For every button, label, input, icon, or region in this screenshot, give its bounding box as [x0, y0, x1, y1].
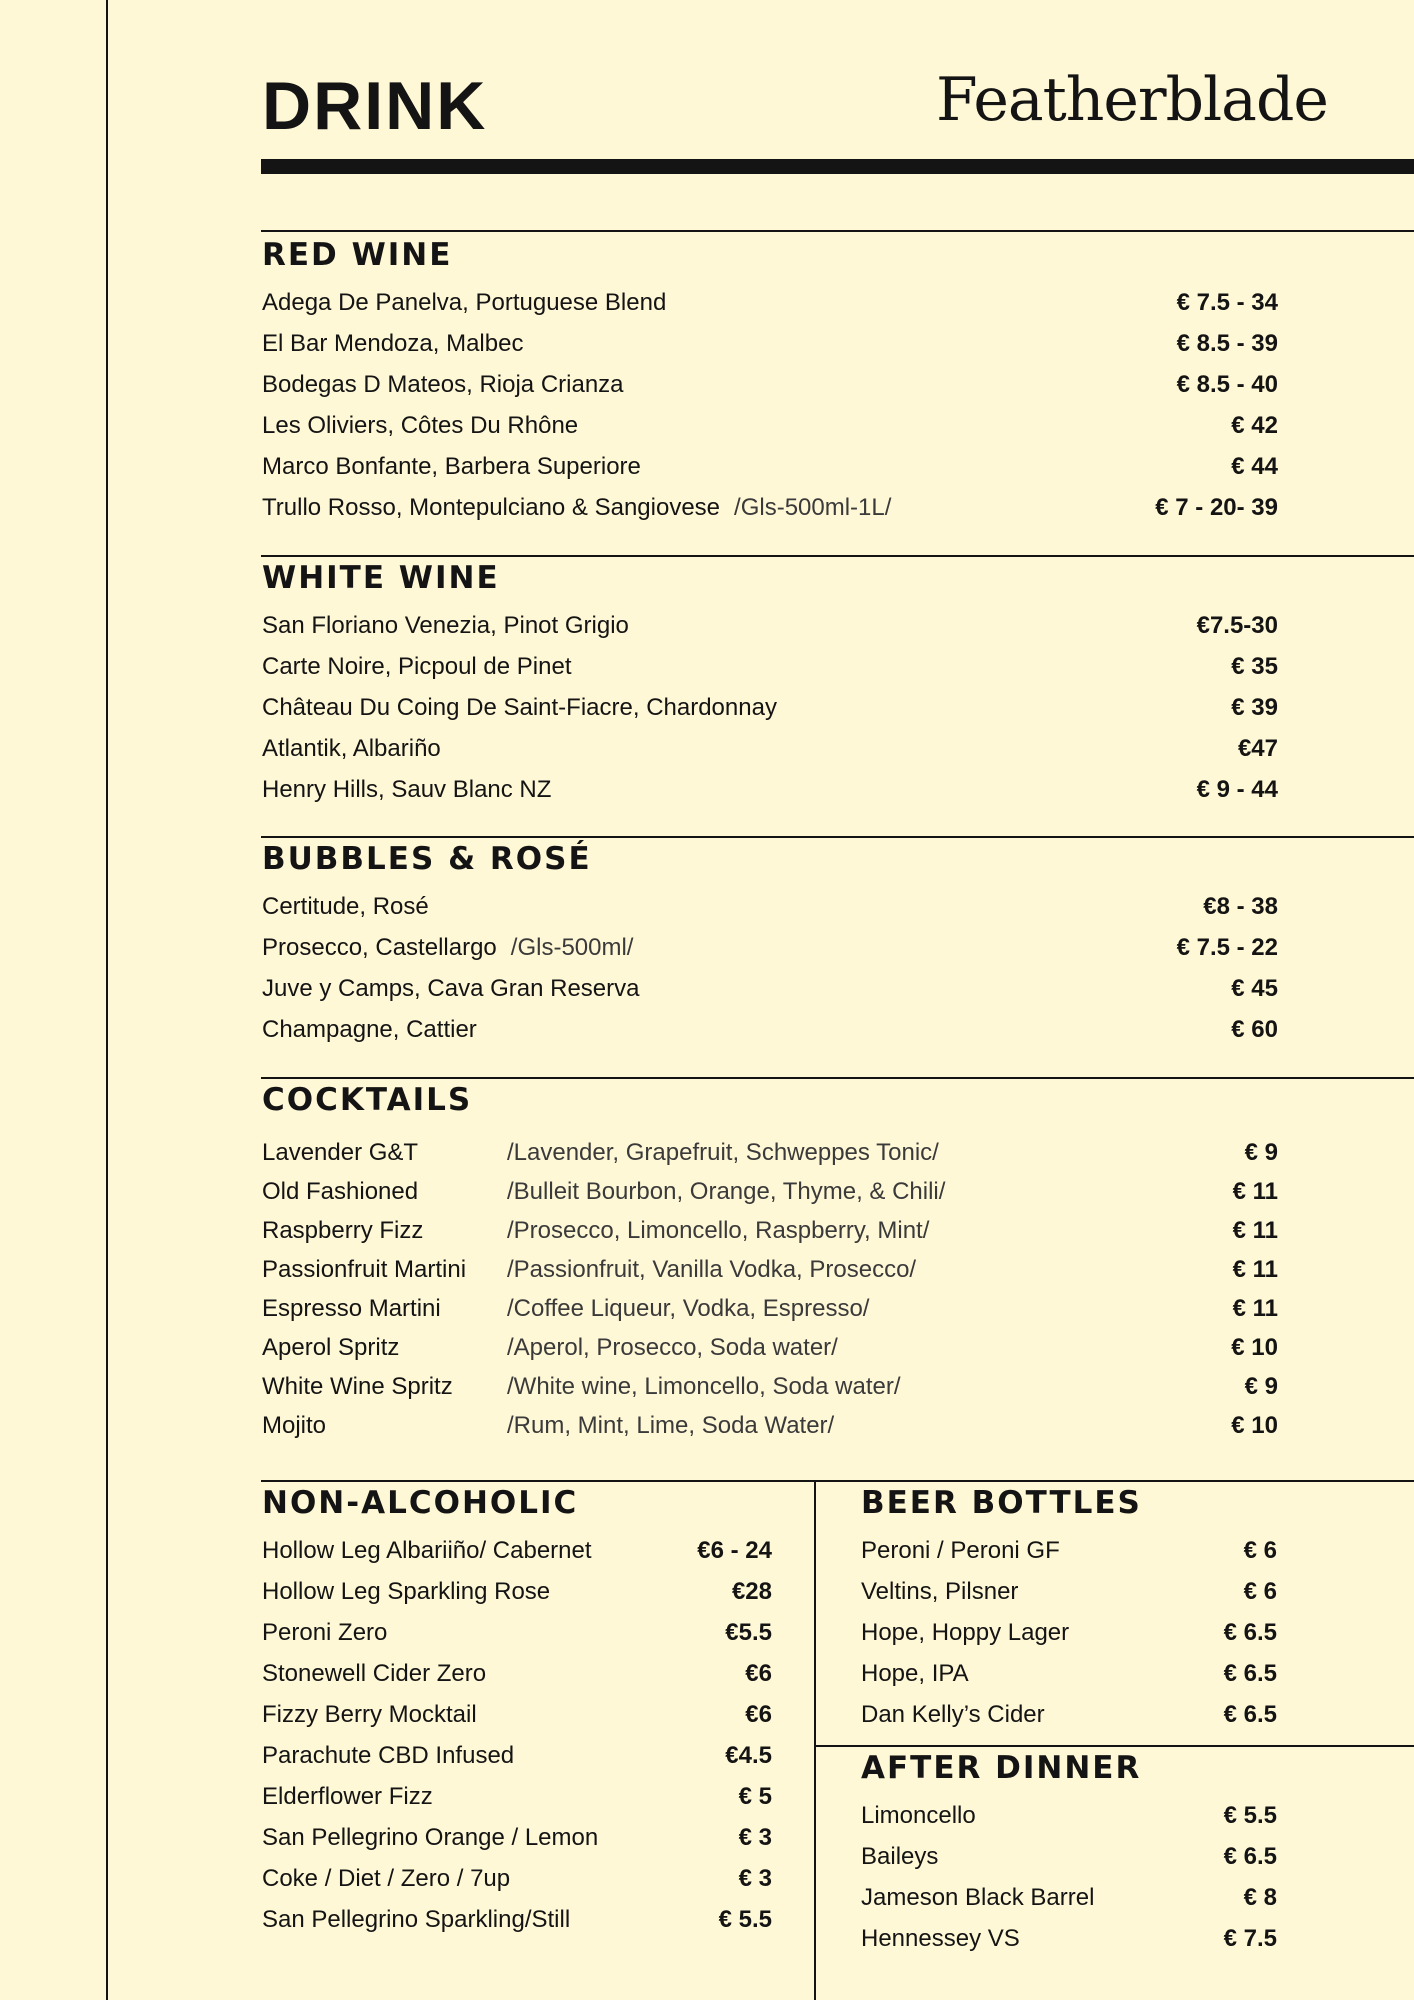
item-price: € 42 [1231, 412, 1278, 439]
non-alcoholic-heading: NON-ALCOHOLIC [262, 1485, 579, 1521]
bubbles-list [262, 886, 1278, 1050]
menu-item [262, 1858, 772, 1899]
item-name [262, 769, 551, 810]
item-name-text: Raspberry Fizz [262, 1217, 424, 1244]
item-name-text: Trullo Rosso, Montepulciano & Sangiovese [262, 494, 721, 521]
item-serving-note: /Gls-500ml/ [510, 934, 634, 961]
item-description: /White wine, Limoncello, Soda water/ [507, 1373, 901, 1400]
item-name-text: Peroni / Peroni GF [861, 1537, 1060, 1564]
item-name [262, 687, 777, 728]
after-dinner-list [861, 1795, 1277, 1959]
item-name [262, 1571, 550, 1612]
item-name-text: Juve y Camps, Cava Gran Reserva [262, 975, 640, 1002]
red-wine-heading: RED WINE [262, 237, 453, 273]
item-name-text: Hope, IPA [861, 1660, 969, 1687]
item-price: € 11 [1232, 1178, 1278, 1205]
item-name [262, 446, 641, 487]
item-name-text: Coke / Diet / Zero / 7up [262, 1865, 511, 1892]
item-name-text: Hope, Hoppy Lager [861, 1619, 1070, 1646]
item-price: €5.5 [725, 1619, 772, 1646]
item-name-text: El Bar Mendoza, Malbec [262, 330, 524, 357]
item-name-text: Hollow Leg Sparkling Rose [262, 1578, 551, 1605]
menu-item [262, 1250, 1278, 1289]
menu-item [262, 282, 1278, 323]
item-price: €6 - 24 [697, 1537, 772, 1564]
menu-item [262, 769, 1278, 810]
item-name [861, 1530, 1060, 1571]
page-title: DRINK [262, 68, 488, 144]
item-price: € 3 [738, 1865, 772, 1892]
item-name [262, 968, 639, 1009]
item-name [262, 1009, 477, 1050]
item-name [262, 1858, 510, 1899]
menu-item [262, 323, 1278, 364]
item-name-text: Espresso Martini [262, 1295, 441, 1322]
item-price: € 60 [1231, 1016, 1278, 1043]
item-name-text: Prosecco, Castellargo [262, 934, 497, 961]
item-name-text: Baileys [861, 1843, 939, 1870]
item-price: €47 [1237, 735, 1278, 762]
item-price: € 6.5 [1223, 1619, 1277, 1646]
item-name-text: Château Du Coing De Saint-Fiacre, Chardonnay [262, 694, 777, 721]
item-name [262, 1328, 399, 1367]
item-name [262, 1776, 433, 1817]
item-name [262, 728, 441, 769]
item-name [262, 1367, 453, 1406]
item-description: /Aperol, Prosecco, Soda water/ [507, 1334, 838, 1361]
item-name [262, 1899, 570, 1940]
menu-item [861, 1530, 1277, 1571]
item-name [861, 1918, 1020, 1959]
item-description: /Coffee Liqueur, Vodka, Espresso/ [507, 1295, 870, 1322]
item-price: € 44 [1231, 453, 1278, 480]
item-serving-note: /Gls-500ml-1L/ [734, 494, 892, 521]
bubbles-section [262, 841, 1278, 1043]
item-price: € 6.5 [1223, 1843, 1277, 1870]
item-name-text: Aperol Spritz [262, 1334, 400, 1361]
item-description: /Passionfruit, Vanilla Vodka, Prosecco/ [507, 1256, 917, 1283]
menu-item [262, 1694, 772, 1735]
item-name-text: Limoncello [861, 1802, 976, 1829]
item-name-text: Lavender G&T [262, 1139, 419, 1166]
item-price: € 9 [1244, 1373, 1278, 1400]
item-name [262, 1817, 598, 1858]
item-name-text: Marco Bonfante, Barbera Superiore [262, 453, 641, 480]
item-name [262, 364, 624, 405]
bubbles-divider [261, 836, 1414, 838]
menu-item [262, 1406, 1278, 1445]
item-price: € 5.5 [1223, 1802, 1277, 1829]
menu-item [262, 886, 1278, 927]
item-price: € 7.5 [1223, 1925, 1277, 1952]
item-name [861, 1571, 1018, 1612]
item-price: € 9 [1244, 1139, 1278, 1166]
item-price: €28 [731, 1578, 772, 1605]
menu-item [861, 1571, 1277, 1612]
item-price: € 45 [1231, 975, 1278, 1002]
item-price: € 11 [1232, 1256, 1278, 1283]
menu-item [262, 1817, 772, 1858]
item-name-text: Certitude, Rosé [262, 893, 429, 920]
item-description: /Prosecco, Limoncello, Raspberry, Mint/ [507, 1217, 930, 1244]
item-name-text: Elderflower Fizz [262, 1783, 433, 1810]
menu-item [861, 1694, 1277, 1735]
item-price: € 7 - 20- 39 [1155, 494, 1278, 521]
menu-item [262, 1289, 1278, 1328]
menu-item [262, 1172, 1278, 1211]
item-name-text: San Pellegrino Orange / Lemon [262, 1824, 599, 1851]
bottom-divider [261, 1480, 1414, 1482]
item-name [262, 1211, 423, 1250]
cocktails-section [262, 1082, 1278, 1439]
menu-item [262, 605, 1278, 646]
item-price: € 8.5 - 40 [1176, 371, 1278, 398]
menu-item [262, 1367, 1278, 1406]
item-price: € 8 [1243, 1884, 1277, 1911]
item-name [861, 1694, 1045, 1735]
item-name-text: Fizzy Berry Mocktail [262, 1701, 477, 1728]
item-name [861, 1877, 1094, 1918]
item-description: /Rum, Mint, Lime, Soda Water/ [507, 1412, 835, 1439]
white-wine-section [262, 560, 1278, 803]
menu-item [262, 364, 1278, 405]
item-name-text: Adega De Panelva, Portuguese Blend [262, 289, 667, 316]
menu-item [262, 1133, 1278, 1172]
menu-item [262, 1899, 772, 1940]
red-wine-section [262, 237, 1278, 521]
after-dinner-section [861, 1750, 1277, 1952]
menu-item [861, 1795, 1277, 1836]
item-name-text: Peroni Zero [262, 1619, 388, 1646]
white-wine-list [262, 605, 1278, 810]
menu-item [861, 1918, 1277, 1959]
item-name [262, 1133, 418, 1172]
item-name-text: White Wine Spritz [262, 1373, 453, 1400]
item-price: € 8.5 - 39 [1176, 330, 1278, 357]
item-price: € 39 [1231, 694, 1278, 721]
menu-item [262, 1776, 772, 1817]
item-name-text: Mojito [262, 1412, 327, 1439]
beer-bottles-section [861, 1485, 1277, 1728]
item-name-text: Atlantik, Albariño [262, 735, 441, 762]
item-name-text: Dan Kelly’s Cider [861, 1701, 1045, 1728]
menu-item [262, 487, 1278, 528]
item-name [262, 1694, 477, 1735]
item-price: €7.5-30 [1196, 612, 1278, 639]
item-name [262, 646, 572, 687]
menu-item [861, 1612, 1277, 1653]
item-name [262, 323, 523, 364]
item-description: /Bulleit Bourbon, Orange, Thyme, & Chili/ [507, 1178, 946, 1205]
item-name-text: Parachute CBD Infused [262, 1742, 515, 1769]
menu-item [262, 1328, 1278, 1367]
item-price: €6 [745, 1701, 772, 1728]
item-name-text: Les Oliviers, Côtes Du Rhône [262, 412, 579, 439]
red-wine-divider [261, 230, 1414, 232]
menu-item [262, 927, 1278, 968]
item-name-text: Stonewell Cider Zero [262, 1660, 487, 1687]
item-price: € 7.5 - 22 [1176, 934, 1278, 961]
item-name [262, 282, 666, 323]
after-dinner-divider [814, 1745, 1414, 1747]
item-name [262, 487, 891, 528]
item-price: € 6 [1243, 1537, 1277, 1564]
item-name [262, 1735, 514, 1776]
after-dinner-heading: AFTER DINNER [861, 1750, 1142, 1786]
item-name [262, 1289, 441, 1328]
item-name-text: Hollow Leg Albariiño/ Cabernet [262, 1537, 592, 1564]
menu-item [861, 1836, 1277, 1877]
item-name [262, 927, 633, 968]
item-price: € 11 [1232, 1217, 1278, 1244]
item-name [262, 1250, 466, 1289]
item-name-text: Jameson Black Barrel [861, 1884, 1095, 1911]
beer-bottles-heading: BEER BOTTLES [861, 1485, 1142, 1521]
item-name [262, 1530, 592, 1571]
item-price: € 10 [1231, 1412, 1278, 1439]
item-name [861, 1795, 976, 1836]
item-name-text: Hennessey VS [861, 1925, 1020, 1952]
menu-item [262, 446, 1278, 487]
menu-item [262, 1530, 772, 1571]
menu-item [262, 1653, 772, 1694]
item-price: € 5 [738, 1783, 772, 1810]
item-name [861, 1836, 938, 1877]
item-name-text: Henry Hills, Sauv Blanc NZ [262, 776, 552, 803]
item-description: /Lavender, Grapefruit, Schweppes Tonic/ [507, 1139, 939, 1166]
bubbles-heading: BUBBLES & ROSÉ [262, 841, 592, 877]
item-name [262, 605, 629, 646]
item-price: € 6.5 [1223, 1660, 1277, 1687]
item-name-text: Passionfruit Martini [262, 1256, 467, 1283]
menu-item [262, 1009, 1278, 1050]
item-name [262, 1406, 326, 1445]
item-name-text: Champagne, Cattier [262, 1016, 477, 1043]
menu-item [262, 646, 1278, 687]
item-price: €4.5 [725, 1742, 772, 1769]
menu-item [262, 1612, 772, 1653]
item-price: € 3 [738, 1824, 772, 1851]
menu-item [861, 1877, 1277, 1918]
item-name-text: San Pellegrino Sparkling/Still [262, 1906, 571, 1933]
white-wine-divider [261, 555, 1414, 557]
menu-item [861, 1653, 1277, 1694]
item-name [861, 1612, 1069, 1653]
menu-item [262, 968, 1278, 1009]
beer-bottles-list [861, 1530, 1277, 1735]
item-price: € 10 [1231, 1334, 1278, 1361]
column-divider [814, 1480, 816, 2000]
item-name [262, 405, 578, 446]
item-name [262, 1172, 418, 1211]
non-alcoholic-section [262, 1485, 772, 1933]
red-wine-list [262, 282, 1278, 528]
menu-item [262, 728, 1278, 769]
cocktails-divider [261, 1077, 1414, 1079]
item-price: € 35 [1231, 653, 1278, 680]
item-price: € 9 - 44 [1196, 776, 1278, 803]
menu-item [262, 687, 1278, 728]
menu-item [262, 1735, 772, 1776]
brand-logo: Featherblade [936, 65, 1328, 135]
item-name [262, 1653, 486, 1694]
item-price: € 11 [1232, 1295, 1278, 1322]
item-price: € 6 [1243, 1578, 1277, 1605]
item-name [262, 886, 429, 927]
item-name [262, 1612, 387, 1653]
item-price: €6 [745, 1660, 772, 1687]
item-price: € 7.5 - 34 [1176, 289, 1278, 316]
item-name-text: Carte Noire, Picpoul de Pinet [262, 653, 572, 680]
left-margin-rule [106, 0, 108, 2000]
item-price: €8 - 38 [1203, 893, 1278, 920]
white-wine-heading: WHITE WINE [262, 560, 500, 596]
item-price: € 5.5 [718, 1906, 772, 1933]
non-alcoholic-list [262, 1530, 772, 1940]
item-name [861, 1653, 969, 1694]
header-divider [261, 159, 1414, 174]
item-name-text: Old Fashioned [262, 1178, 419, 1205]
item-price: € 6.5 [1223, 1701, 1277, 1728]
item-name-text: Bodegas D Mateos, Rioja Crianza [262, 371, 624, 398]
menu-item [262, 1211, 1278, 1250]
item-name-text: San Floriano Venezia, Pinot Grigio [262, 612, 629, 639]
menu-item [262, 405, 1278, 446]
cocktails-heading: COCKTAILS [262, 1082, 473, 1118]
menu-item [262, 1571, 772, 1612]
item-name-text: Veltins, Pilsner [861, 1578, 1019, 1605]
cocktails-list [262, 1133, 1278, 1445]
